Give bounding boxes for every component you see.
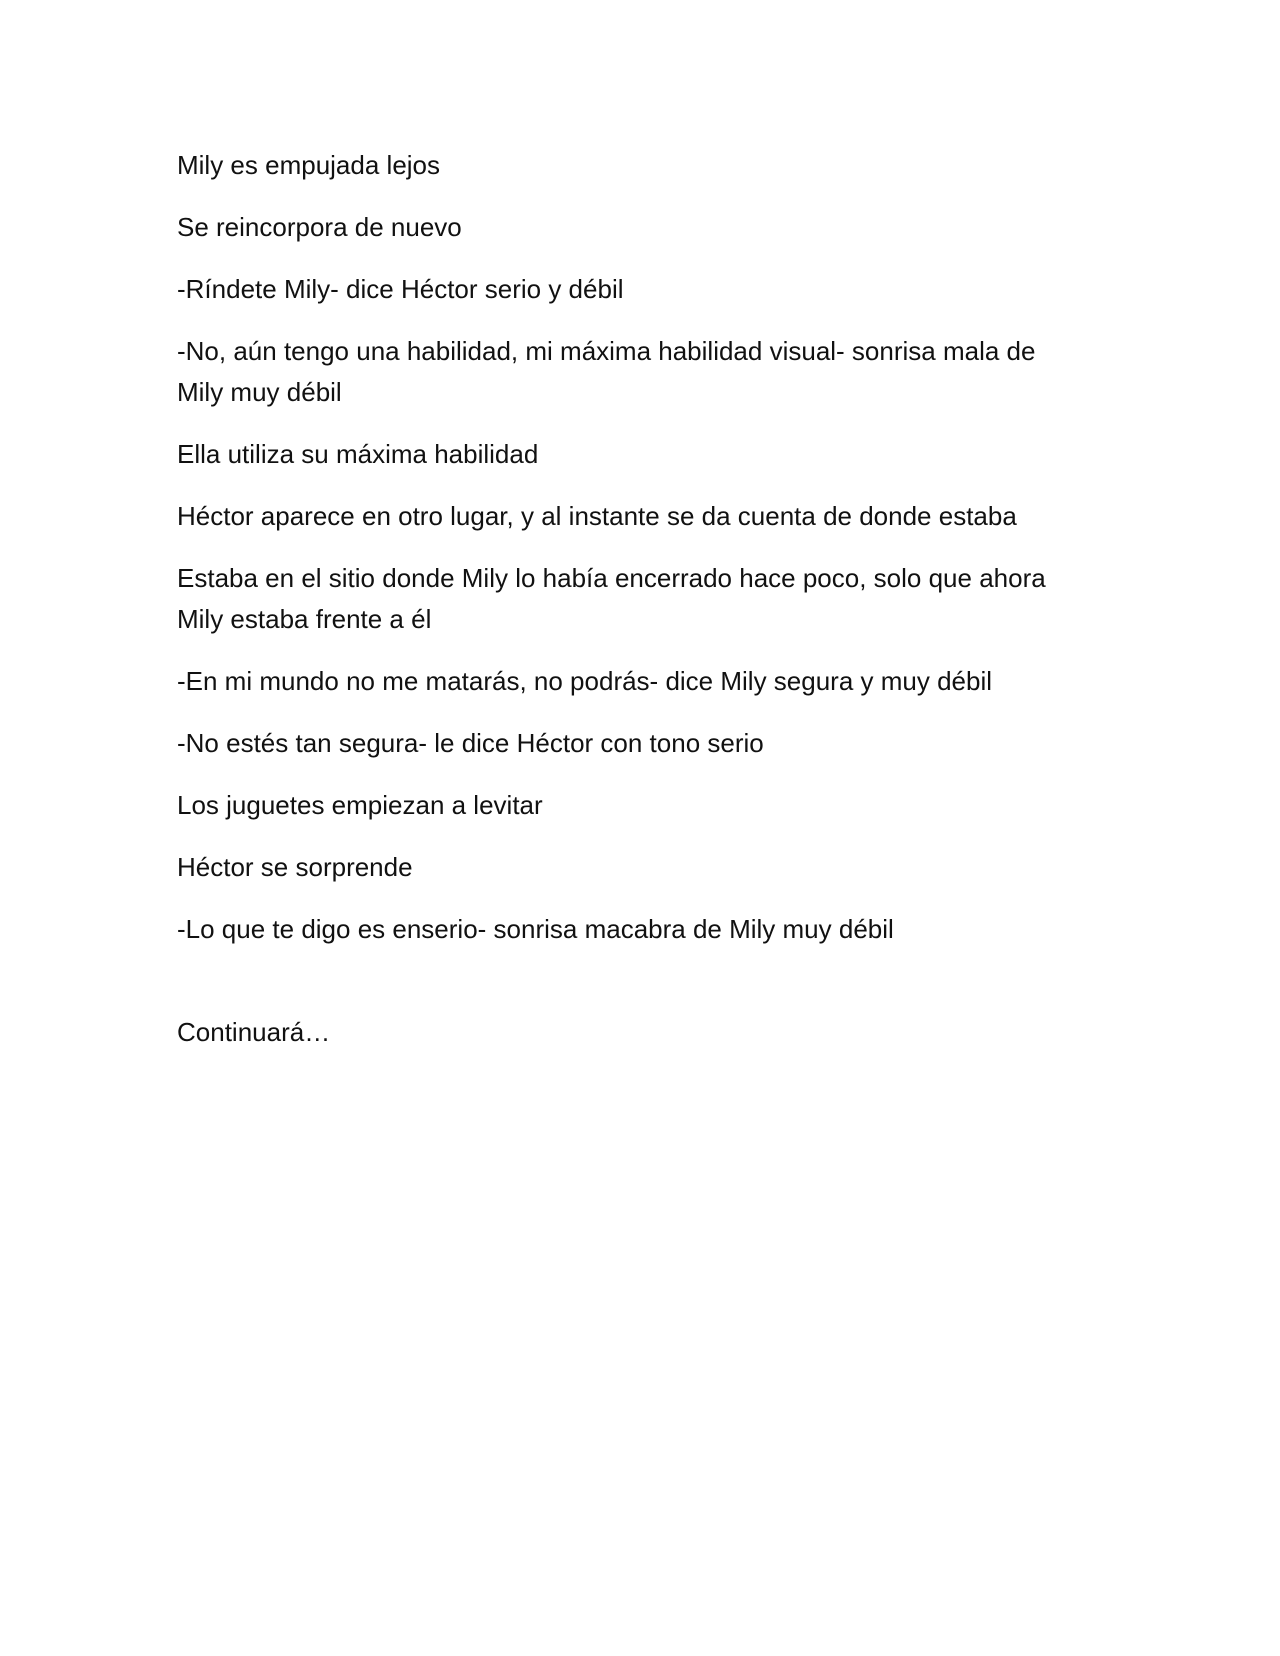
paragraph: Los juguetes empiezan a levitar: [177, 790, 543, 820]
closing-text: Continuará…: [177, 1017, 331, 1047]
blank-line: [177, 971, 1080, 1012]
paragraph: -En mi mundo no me matarás, no podrás- dice Mily segura y muy débil: [177, 666, 993, 696]
paragraph: Se reincorpora de nuevo: [177, 212, 462, 242]
paragraph: -No estés tan segura- le dice Héctor con tono serio: [177, 728, 764, 758]
paragraph: Héctor se sorprende: [177, 852, 413, 882]
paragraph: Ella utiliza su máxima habilidad: [177, 439, 539, 469]
paragraph: -Ríndete Mily- dice Héctor serio y débil: [177, 274, 624, 304]
paragraph: Héctor aparece en otro lugar, y al instante se da cuenta de donde estaba: [177, 501, 1017, 531]
paragraph: Mily es empujada lejos: [177, 150, 441, 180]
paragraph: Estaba en el sitio donde Mily lo había encerrado hace poco, solo que ahora Mily estaba frente a él: [177, 563, 1046, 634]
paragraph: -Lo que te digo es enserio- sonrisa macabra de Mily muy débil: [177, 914, 894, 944]
paragraph: -No, aún tengo una habilidad, mi máxima habilidad visual- sonrisa mala de Mily muy débil: [177, 336, 1036, 407]
